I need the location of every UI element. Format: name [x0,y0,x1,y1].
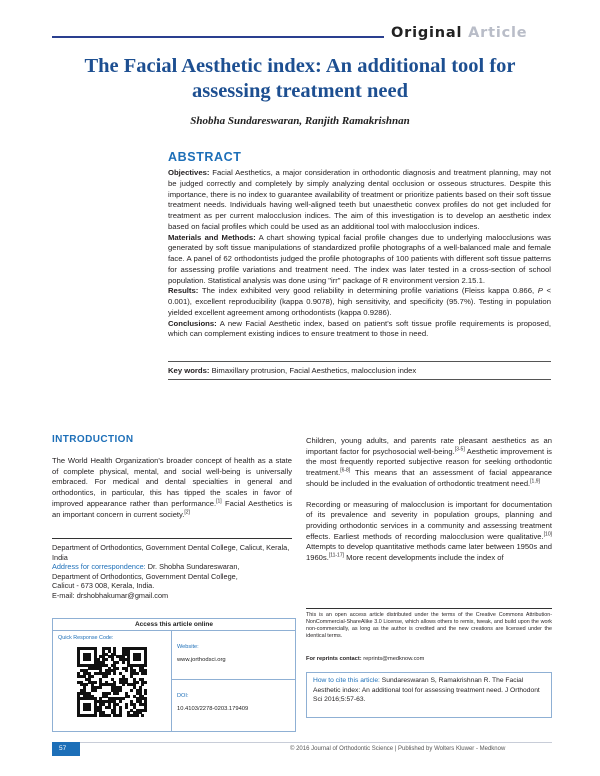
qr-module [113,672,116,675]
reprints [306,656,424,662]
abstract-results [168,286,551,318]
website-link[interactable]: www.jorthodsci.org [177,657,226,663]
qr-module [136,681,139,684]
affiliation [52,543,294,601]
ref-2: [2] [184,508,190,515]
intro-column-right [306,436,552,564]
qr-module [136,672,139,675]
qr-module [116,667,119,670]
c2p1a-text: Children, young adults, and parents rate pleasant aesthetics as an important factor for psychosocial well-being. [306,436,552,456]
abstract-methods [168,233,551,287]
ref-6: [10] [543,531,552,538]
intro-paragraph-2 [306,436,552,490]
affiliation-dept: Department of Orthodontics, Government Dental College, Calicut, Kerala, India [52,543,290,562]
qr-module [91,675,94,678]
ref-7: [11-17] [328,552,345,559]
header-rule [52,36,384,38]
qr-module [144,681,147,684]
qr-module [108,714,111,717]
qr-module [141,683,144,686]
qr-module [119,700,122,703]
keywords-text: Bimaxillary protrusion, Facial Aesthetics, malocclusion index [211,366,417,375]
objectives-text: Facial Aesthetics, a major consideration in orthodontic diagnosis and treatment planning, may not be judged correctly and completely by simply analyzing dental occlusion or osseous structures. Despite this importance, there is no index to guarantee availability of treatment or prioritize patients based on their soft tissue treatment needs. Individuals having well-aligned teeth but unaesthetic convex profiles do not get included for treatment as per current malocclusion indices. The aim of this investigation is to develop an aesthetic index based on facial profiles which could be used as an additional tool with malocclusion indices. [168,168,552,231]
c2p1c-text: This means that an assessment of facial appearance should be included in the evaluation of orthodontic treatment need. [306,468,552,488]
c2p1b-text: Aesthetic improvement is the most frequently reported subjective reason for seeking orthodontic treatment. [306,446,552,478]
affiliation-rule [52,538,292,539]
keywords-rule-top [168,361,551,362]
qr-module [122,683,125,686]
qr-module [144,672,147,675]
article-type-label [391,25,527,41]
keywords-label: Key words: [168,366,210,375]
qr-module [99,686,102,689]
qr-module [141,714,144,717]
abstract-heading: ABSTRACT [168,150,242,164]
qr-module [125,669,128,672]
qr-module [116,661,119,664]
qr-module [144,692,147,695]
keywords [168,366,416,375]
intro-p2-text: Facial Aesthetics is an important concern in current society. [52,498,292,519]
c2p2a-text: Recording or measuring of malocclusion is important for documentation of its prevalence and severity in population groups, planning and providing orthodontic services in a community and assessing treatment effects. Earliest methods of recording malocclusion were qualitative. [306,499,552,541]
doi-label: DOI: [177,693,189,699]
article-type-word1: Original [391,25,463,41]
footer-copyright: © 2016 Journal of Orthodontic Science | Published by Wolters Kluwer - Medknow [290,746,506,752]
abstract-conclusions [168,319,551,341]
results-text-b: < 0.001), excellent reproducibility (kappa 0.9078), high sensitivity, and specificity (95.7%). Testing in population yielded excellent agreement among orthodontists (kappa 0.9286). [168,286,551,317]
website-label: Website: [177,644,199,650]
correspondence-city: Calicut - 673 008, Kerala, India. [52,581,155,591]
objectives-label: Objectives: [168,168,210,177]
qr-module [119,714,122,717]
citation-text: Sundareswaran S, Ramakrishnan R. The Facial Aesthetic index: An additional tool for assessing treatment need. J Orthodont Sci 2016;5:57-63. [313,677,540,703]
qr-module [130,689,133,692]
c2p2c-text: More recent developments include the index of [346,553,504,563]
ref-5: [1,9] [530,478,540,485]
article-title-line1: The Facial Aesthetic index: An additional tool for [84,55,516,77]
intro-paragraph-1 [52,456,292,520]
conclusions-text: A new Facial Aesthetic index, based on patient's soft tissue profile requirements is proposed, which can complement existing indices to ensure treatment to those in need. [168,318,551,339]
methods-text: A chart showing typical facial profile changes due to underlying malocclusions was generated by soft tissue manipulations of standardized profile photographs of a well-balanced male and female face. A panel of 62 orthodontists judged the profile photographs of 100 patients with different soft tissue patterns for assessing profile variations and treatment need. The index was later tested in a cross-section of school population. Statistical analysis was done using "irr" package of R environment version 2.15.1. [168,232,551,285]
abstract-objectives [168,168,551,233]
qr-module [119,689,122,692]
methods-label: Materials and Methods: [168,232,256,242]
intro-p1-text: The World Health Organization's broader concept of health as a state of complete physical, mental, and social well-being is universally embraced. For medical and dental specialties in general and orthodontics, in particular, this has tipped the scales in favor of improved appearance rather than performance. [52,456,292,508]
access-divider [171,631,172,731]
qr-module [144,709,147,712]
qr-module [133,653,141,661]
qr-module [105,658,108,661]
ref-3: [3-5] [454,446,465,453]
doi-value[interactable]: 10.4103/2278-0203.179409 [177,706,249,712]
article-title [40,54,560,104]
qr-module [94,689,97,692]
footer-rule [52,742,552,743]
abstract-body [168,168,551,340]
ref-4: [6-8] [340,467,351,474]
results-label: Results: [168,286,199,296]
access-online-box [52,618,296,732]
license-text: This is an open access article distributed under the terms of the Creative Commons Attribution-NonCommercial-ShareAlike 3.0 License, which allows others to remix, tweak, and build upon the work non-commercially, as long as the author is credited and the new creations are licensed under the identical terms. [306,612,552,639]
qr-module [83,703,91,711]
reprints-email[interactable]: reprints@medknow.com [363,656,425,662]
correspondence-label: Address for correspondence: [52,562,146,572]
intro-column-left [52,456,292,520]
qr-module [85,683,88,686]
ref-1: [1] [216,498,222,505]
qr-module [125,706,128,709]
page-number: 57 [52,742,80,756]
qr-module [108,672,111,675]
intro-paragraph-3 [306,500,552,564]
citation-label: How to cite this article: [313,677,380,684]
qr-module [127,695,130,698]
qr-module [116,692,119,695]
qr-label: Quick Response Code: [58,635,114,641]
correspondence-email[interactable]: E-mail: drshobhakumar@gmail.com [52,590,169,600]
qr-module [105,675,108,678]
conclusions-label: Conclusions: [168,318,217,328]
reprints-label: For reprints contact: [306,656,362,662]
qr-module [122,661,125,664]
c2p2b-text: Attempts to develop quantitative methods came later between 1950s and 1960s. [306,542,552,563]
qr-module [94,681,97,684]
qr-module [136,714,139,717]
correspondence [52,562,294,572]
access-row-rule [172,679,295,680]
keywords-rule-bottom [168,379,551,380]
results-text-a: The index exhibited very good reliability in determining profile variations (Fleiss kappa 0.866, [201,286,535,296]
correspondence-dept: Department of Orthodontics, Government Dental College, [52,571,238,581]
access-heading: Access this article online [53,619,295,631]
qr-module [83,653,91,661]
qr-module [108,692,111,695]
qr-module [122,697,125,700]
introduction-heading: INTRODUCTION [52,434,134,445]
correspondence-name: Dr. Shobha Sundareswaran, [147,562,240,572]
qr-code[interactable] [77,647,147,717]
license-rule [306,608,552,609]
citation-box [306,672,552,718]
article-type-word2: Article [468,25,528,41]
article-title-line2: assessing treatment need [192,80,408,102]
authors: Shobha Sundareswaran, Ranjith Ramakrishnan [190,115,410,127]
results-p-symbol: P [537,286,543,296]
